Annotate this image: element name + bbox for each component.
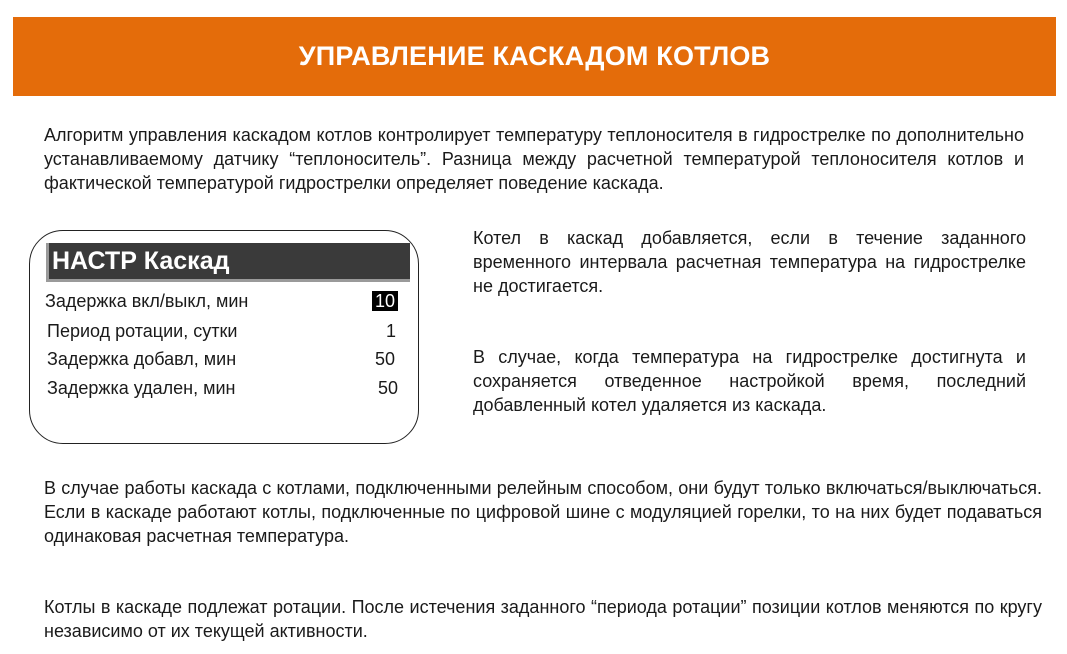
lcd-row-value: 1 bbox=[385, 321, 396, 341]
lcd-row-add-delay bbox=[30, 348, 420, 370]
lcd-row-switch-delay bbox=[30, 290, 420, 312]
intro-paragraph: Алгоритм управления каскадом котлов контролирует температуру теплоносителя в гидрострелке по дополнительно устанавливаемому датчику “теплоноситель”. Разница между расчетной температурой теплоносителя котлов и фактической температурой гидрострелки определяет поведение каскада. bbox=[44, 125, 1024, 193]
lcd-row-label: Задержка добавл, мин bbox=[47, 349, 237, 369]
title-banner bbox=[13, 17, 1056, 96]
relay-boilers-paragraph: В случае работы каскада с котлами, подключенными релейным способом, они будут только включаться/выключаться. Если в каскаде работают котлы, подключенные по цифровой шине с модуляцией горелки, то на них будет подаваться одинаковая расчетная температура. bbox=[44, 478, 1042, 546]
lcd-row-remove-delay bbox=[30, 377, 420, 399]
lcd-row-value: 50 bbox=[374, 349, 395, 369]
lcd-row-value: 50 bbox=[377, 378, 398, 398]
lcd-header bbox=[46, 243, 410, 282]
lcd-row-value-selected: 10 bbox=[372, 291, 398, 311]
rotation-paragraph: Котлы в каскаде подлежат ротации. После истечения заданного “периода ротации” позиции котлов меняются по кругу независимо от их текущей активности. bbox=[44, 597, 1042, 641]
page-title: УПРАВЛЕНИЕ КАСКАДОМ КОТЛОВ bbox=[298, 41, 771, 71]
lcd-row-rotation-period bbox=[30, 320, 420, 342]
boiler-removed-paragraph: В случае, когда температура на гидрострелке достигнута и сохраняется отведенное настройкой время, последний добавленный котел удаляется из каскада. bbox=[473, 347, 1026, 415]
lcd-title: НАСТР Каскад bbox=[52, 246, 230, 275]
lcd-row-label: Задержка вкл/выкл, мин bbox=[45, 291, 249, 311]
lcd-row-label: Задержка удален, мин bbox=[47, 378, 236, 398]
lcd-settings-panel bbox=[29, 230, 419, 444]
boiler-added-paragraph: Котел в каскад добавляется, если в течение заданного временного интервала расчетная температура на гидрострелке не достигается. bbox=[473, 228, 1026, 296]
lcd-row-label: Период ротации, сутки bbox=[47, 321, 238, 341]
